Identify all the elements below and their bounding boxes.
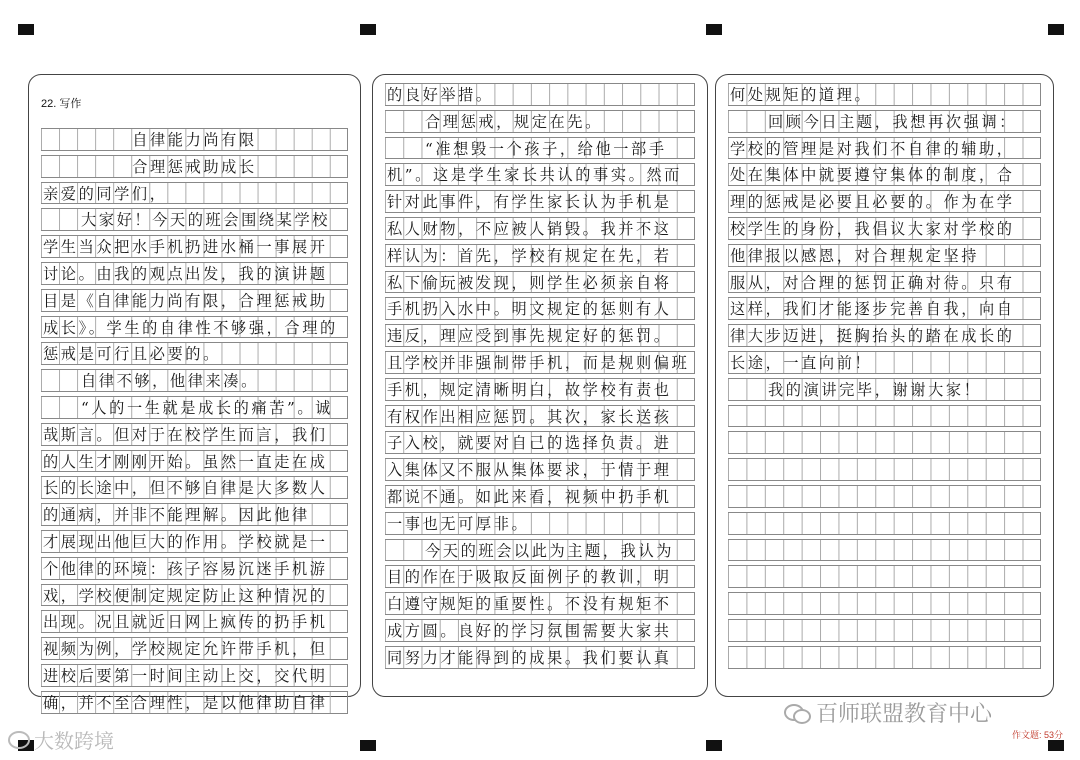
grid-row [41,530,348,553]
grid-row [41,369,348,392]
handwritten-line: 且学校并非强制带手机，而是规则偏班 [387,353,690,372]
handwritten-line: 回顾今日主题，我想再次强调： [768,112,1018,131]
handwritten-line: 才展现出他巨大的作用。学校就是一 [43,532,328,551]
grid-row [385,351,695,374]
grid-row [728,190,1041,213]
handwritten-line: 长途，一直向前！ [730,353,873,372]
handwritten-line: 私人财物，不应被人销毁。我并不这 [387,219,672,238]
handwritten-line: “人的一生就是成长的痛苦”。诚 [81,398,333,417]
grid-row [385,217,695,240]
answer-sheet-panel-2 [372,74,708,697]
handwritten-line: 同努力才能得到的成果。我们要认真 [387,648,672,667]
answer-sheet-panel-3 [715,74,1054,697]
handwritten-line: 成方圆。良好的学习氛围需要大家共 [387,621,672,640]
grid-row [728,110,1041,133]
handwritten-line: 自律能力尚有限 [132,131,257,149]
answer-sheet-panel-1 [28,74,361,712]
grid-row [41,316,348,339]
grid-row [385,324,695,347]
watermark-left [8,725,114,754]
handwritten-line: 进校后要第一时间主动上交，交代明 [43,666,328,685]
grid-row [41,235,348,258]
handwritten-line: 私下偷玩被发现，则学生必须亲自将 [387,273,672,292]
grid-row [728,378,1041,401]
grid-row [728,163,1041,186]
handwritten-line: 一事也无可厚非。 [387,514,530,533]
grid-row [728,351,1041,374]
grid-row [385,512,695,535]
grid-row [728,271,1041,294]
grid-row [41,557,348,580]
handwritten-line: 机”。这是学生家长共认的事实。然而 [387,166,682,185]
grid-row [728,512,1041,535]
handwritten-line: 律大步迈进，挺胸抬头的踏在成长的 [730,327,1015,346]
grid-row [728,619,1041,642]
handwritten-line: 成长》。学生的自律性不够强，合理的 [43,318,338,337]
handwritten-line: 自律不够，他律来凑。 [81,372,259,391]
watermark-right [784,697,992,728]
handwritten-line: 确，并不至合理性，是以他律助自律 [43,693,328,712]
grid-row [728,324,1041,347]
handwritten-line: 大家好！今天的班会围绕某学校 [81,211,331,230]
handwritten-line: 个他律的环境：孩子容易沉迷手机游 [43,559,328,578]
handwritten-line: 的良好举措。 [387,86,494,104]
grid-row [41,262,348,285]
registration-mark [18,24,34,35]
grid-row [385,83,695,106]
handwritten-line: 学校的管理是对我们不自律的辅助， [730,139,1015,158]
grid-row [41,584,348,607]
watermark-left-text: 大数跨境 [34,729,114,753]
watermark-right-text: 百师联盟教育中心 [816,702,993,727]
handwritten-line: 校学生的身份，我倡议大家对学校的 [730,219,1015,238]
grid-row [728,297,1041,320]
grid-row [385,190,695,213]
grid-row [41,610,348,633]
handwritten-line: 视频为例，学校规定允许带手机，但 [43,640,328,659]
grid-row [385,646,695,669]
registration-mark [706,740,722,751]
handwritten-line: 出现。况且就近日网上疯传的扔手机 [43,613,328,632]
grid-row [385,431,695,454]
grid-row [41,342,348,365]
grid-row [41,691,348,714]
handwritten-line: 白遵守规矩的重要性。不没有规矩不 [387,595,672,614]
grid-row [385,592,695,615]
grid-row [385,458,695,481]
grid-row [728,592,1041,615]
grid-row [728,83,1041,106]
grid-row [41,450,348,473]
handwritten-line: 长的长途中，但不够自律是大多数人 [43,479,328,498]
grid-row [385,619,695,642]
handwritten-line: 学生当众把水手机扔进水桶一事展开 [43,238,328,257]
handwritten-line: 入集体又不服从集体要求，于情于理 [387,461,672,480]
wechat-icon [784,702,810,724]
handwritten-line: “准想毁一个孩子，给他一部手 [425,139,667,158]
handwritten-line: 他律报以感恩，对合理规定坚持 [730,246,980,265]
grid-row [728,217,1041,240]
grid-row [41,396,348,419]
handwritten-line: 有权作出相应惩罚。其次，家长送孩 [387,407,672,426]
grid-row [41,637,348,660]
grid-row [385,539,695,562]
handwritten-line: 理的惩戒是必要且必要的。作为在学 [730,193,1015,212]
registration-mark [360,740,376,751]
handwritten-line: 今天的班会以此为主题，我认为 [425,541,675,560]
grid-row [41,664,348,687]
grid-row [41,182,348,205]
handwritten-line: 哉斯言。但对于在校学生而言，我们 [43,425,328,444]
grid-row [728,137,1041,160]
writing-grid [41,128,348,718]
grid-row [385,405,695,428]
grid-row [728,646,1041,669]
grid-row [728,565,1041,588]
handwritten-line: 合理惩戒助成长 [132,157,257,176]
handwritten-line: 违反，理应受到事先规定好的惩罚。 [387,327,672,346]
grid-row [728,244,1041,267]
handwritten-line: 都说不通。如此来看，视频中扔手机 [387,487,672,506]
writing-grid [385,83,695,673]
grid-row [728,485,1041,508]
grid-row [41,423,348,446]
registration-mark [706,24,722,35]
grid-row [385,110,695,133]
handwritten-line: 目的作在于吸取反面例子的教训，明 [387,568,672,587]
grid-row [385,297,695,320]
handwritten-line: 目是《自律能力尚有限，合理惩戒助 [43,291,328,310]
registration-mark [360,24,376,35]
handwritten-line: 子入校，就要对自己的选择负责。进 [387,434,672,453]
grid-row [41,128,348,151]
handwritten-line: 样认为：首先，学校有规定在先，若 [387,246,672,265]
handwritten-line: 我的演讲完毕，谢谢大家！ [768,380,982,399]
handwritten-line: 合理惩戒，规定在先。 [425,112,603,131]
registration-mark [1048,740,1064,751]
handwritten-line: 何处规矩的道理。 [730,86,873,104]
registration-mark [1048,24,1064,35]
grid-row [728,539,1041,562]
handwritten-line: 亲爱的同学们， [43,184,168,203]
grid-row [41,503,348,526]
handwritten-line: 处在集体中就要遵守集体的制度，合 [730,166,1015,185]
grid-row [728,458,1041,481]
grid-row [728,405,1041,428]
grid-row [41,476,348,499]
handwritten-line: 这样，我们才能逐步完善自我，向自 [730,300,1015,319]
brand-logo-icon [8,731,30,749]
handwritten-line: 讨论。由我的观点出发，我的演讲题 [43,264,328,283]
grid-row [385,271,695,294]
handwritten-line: 惩戒是可行且必要的。 [43,345,221,364]
grid-row [385,137,695,160]
grid-row [41,289,348,312]
question-label: 22. 写作 [41,98,82,110]
handwritten-line: 手机，规定清晰明白，故学校有责也 [387,380,672,399]
handwritten-line: 手机扔入水中。明文规定的惩则有人 [387,300,672,319]
grid-row [385,244,695,267]
grid-row [41,155,348,178]
handwritten-line: 的通病，并非不能理解。因此他律 [43,506,310,525]
grid-row [385,163,695,186]
handwritten-line: 服从，对合理的惩罚正确对待。只有 [730,273,1015,292]
grid-row [728,431,1041,454]
handwritten-line: 戏，学校便制定规定防止这种情况的 [43,586,328,605]
handwritten-line: 的人生才刚刚开始。虽然一直走在成 [43,452,328,471]
grid-row [385,485,695,508]
writing-grid [728,83,1041,673]
handwritten-line: 针对此事件，有学生家长认为手机是 [387,193,672,212]
grid-row [41,208,348,231]
grid-row [385,565,695,588]
grid-row [385,378,695,401]
score-label: 作文题: 53分 [1012,730,1064,740]
